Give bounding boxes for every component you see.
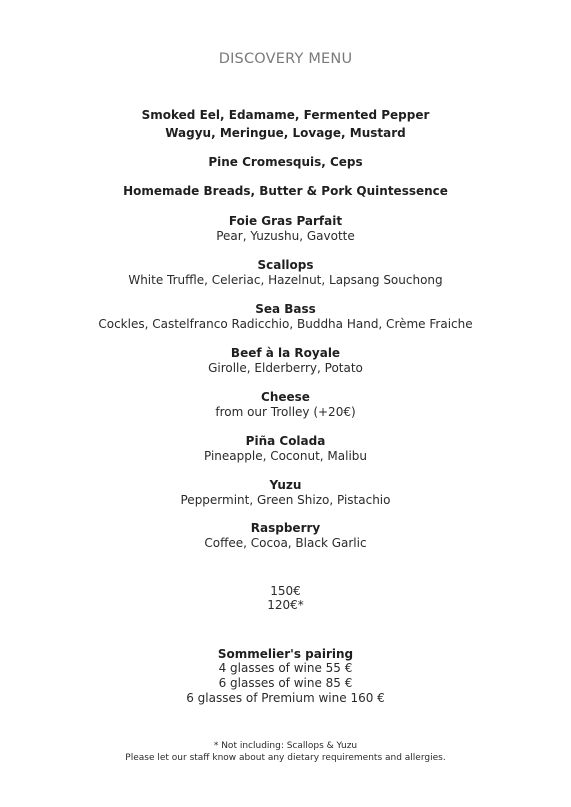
pairing-option: 4 glasses of wine 55 €	[218, 661, 353, 675]
course-description: Pineapple, Coconut, Malibu	[203, 449, 368, 463]
menu-title: DISCOVERY MENU	[218, 51, 353, 67]
course-name: Scallops	[257, 258, 314, 272]
course-name: Beef à la Royale	[230, 346, 341, 360]
course-description: White Truffle, Celeriac, Hazelnut, Lapsang Souchong	[128, 273, 443, 287]
course-name: Yuzu	[269, 478, 302, 492]
menu-price: 150€	[270, 584, 301, 598]
pairing-option: 6 glasses of wine 85 €	[218, 676, 353, 690]
footnote-exclusions: * Not including: Scallops & Yuzu	[213, 741, 358, 751]
course-description: Cockles, Castelfranco Radicchio, Buddha Hand, Crème Fraiche	[98, 317, 473, 331]
breads-item: Homemade Breads, Butter & Pork Quintessence	[123, 184, 448, 198]
course-name: Foie Gras Parfait	[228, 214, 343, 228]
course-description: Coffee, Cocoa, Black Garlic	[204, 536, 367, 550]
snack-item-2: Wagyu, Meringue, Lovage, Mustard	[165, 126, 406, 140]
course-name: Sea Bass	[255, 302, 316, 316]
course-description: Girolle, Elderberry, Potato	[208, 361, 363, 375]
course-name: Piña Colada	[245, 434, 326, 448]
course-name: Raspberry	[250, 521, 321, 535]
course-description: Pear, Yuzushu, Gavotte	[216, 229, 355, 243]
course-description: Peppermint, Green Shizo, Pistachio	[180, 493, 391, 507]
course-name: Cheese	[261, 390, 310, 404]
pairing-title: Sommelier's pairing	[217, 647, 354, 661]
footnote-allergies: Please let our staff know about any dietary requirements and allergies.	[125, 753, 446, 763]
course-description: from our Trolley (+20€)	[215, 405, 356, 419]
menu-price-reduced: 120€*	[267, 598, 304, 612]
pine-cromesquis-item: Pine Cromesquis, Ceps	[208, 155, 363, 169]
snack-item-1: Smoked Eel, Edamame, Fermented Pepper	[141, 108, 430, 122]
pairing-option: 6 glasses of Premium wine 160 €	[186, 691, 385, 705]
